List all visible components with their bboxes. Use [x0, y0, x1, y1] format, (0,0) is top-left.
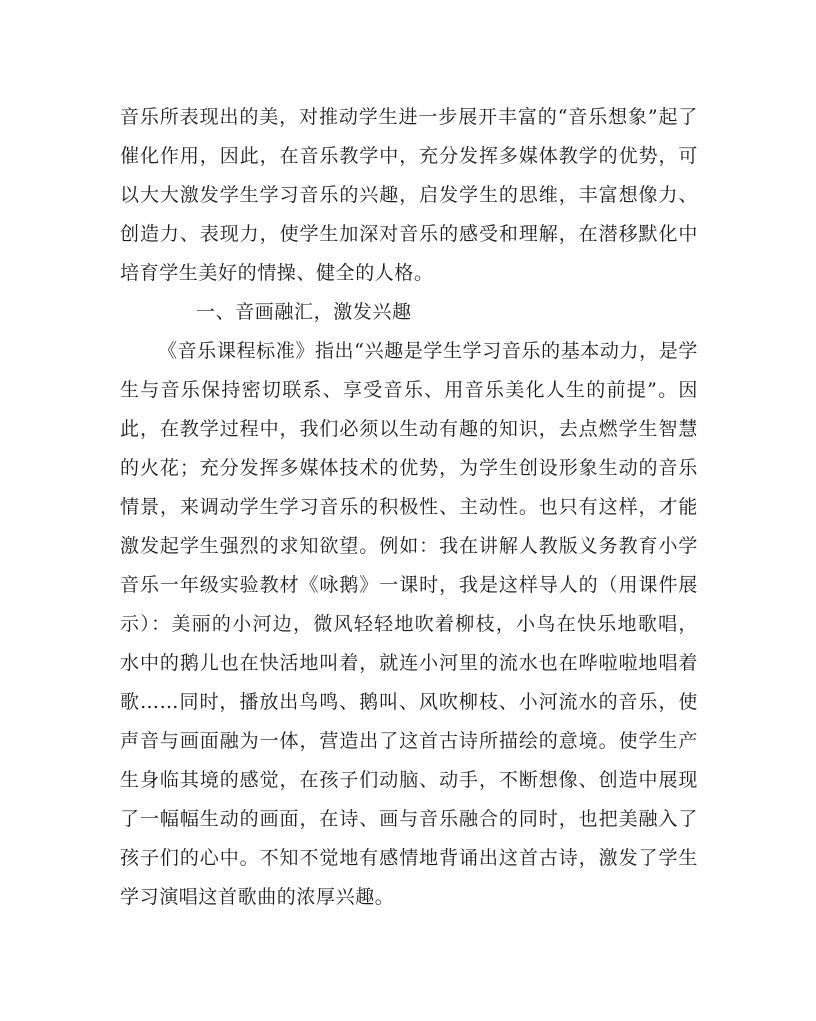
- paragraph-intro: 音乐所表现出的美，对推动学生进一步展开丰富的“音乐想象”起了催化作用，因此，在音乐教学中，充分发挥多媒体教学的优势，可以大大激发学生学习音乐的兴趣，启发学生的思维，丰富想像力、创造力、表现力，使学生加深对音乐的感受和理解，在潜移默化中培育学生美好的情操、健全的人格。: [120, 106, 698, 284]
- section-heading: 一、音画融汇，激发兴趣: [196, 301, 412, 323]
- paragraph-main: 《音乐课程标准》指出“兴趣是学生学习音乐的基本动力，是学生与音乐保持密切联系、享受音乐、用音乐美化人生的前提”。因此，在教学过程中，我们必须以生动有趣的知识，去点燃学生智慧的火花；充分发挥多媒体技术的优势，为学生创设形象生动的音乐情景，来调动学生学习音乐的积极性、主动性。也只有这样，才能激发起学生强烈的求知欲望。例如：我在讲解人教版义务教育小学音乐一年级实验教材《咏鹅》一课时，我是这样导人的（用课件展示）：美丽的小河边，微风轻轻地吹着柳枝，小鸟在快乐地歌唱，水中的鹅儿也在快活地叫着，就连小河里的流水也在哗啦啦地唱着歌……同时，播放出鸟鸣、鹅叫、风吹柳枝、小河流水的音乐，使声音与画面融为一体，营造出了这首古诗所描绘的意境。使学生产生身临其境的感觉，在孩子们动脑、动手，不断想像、创造中展现了一幅幅生动的画面，在诗、画与音乐融合的同时，也把美融入了孩子们的心中。不知不觉地有感情地背诵出这首古诗，激发了学生学习演唱这首歌曲的浓厚兴趣。: [120, 340, 698, 908]
- body-text: [120, 98, 698, 917]
